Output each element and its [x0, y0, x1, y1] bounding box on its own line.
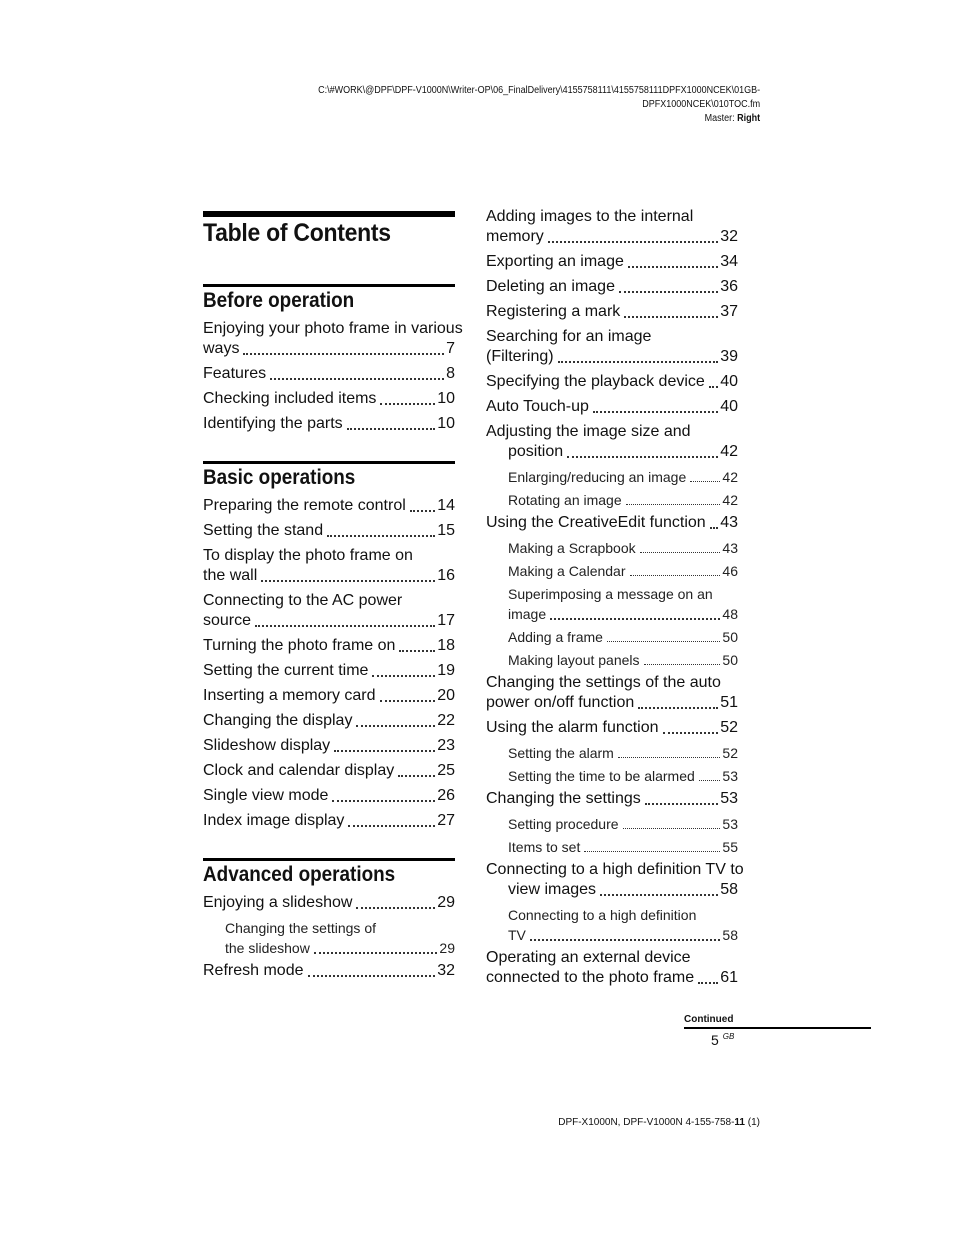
page-ref: 43	[722, 540, 738, 556]
page-ref: 40	[720, 373, 738, 390]
page-ref: 25	[437, 762, 455, 779]
file-path-header	[318, 84, 760, 126]
page-ref: 40	[720, 398, 738, 415]
title-rule	[203, 211, 455, 217]
toc-right-column	[486, 207, 744, 993]
page-ref: 17	[437, 612, 455, 629]
toc-entry[interactable]: Enjoying a slideshow 29	[203, 894, 455, 911]
toc-entry[interactable]: Adjusting the image size and position 42	[486, 423, 738, 460]
page-ref: 58	[720, 881, 738, 898]
page-ref: 32	[720, 228, 738, 245]
page-ref: 53	[722, 816, 738, 832]
toc-entry[interactable]: Connecting to the AC power source 17	[203, 592, 455, 629]
toc-entry[interactable]: Changing the settings 53	[486, 790, 738, 807]
toc-entry[interactable]: Operating an external device connected to the photo frame 61	[486, 949, 738, 986]
model-footer: DPF-X1000N, DPF-V1000N 4-155-758-11 (1)	[558, 1117, 760, 1128]
toc-entry[interactable]: Index image display 27	[203, 812, 455, 829]
page-ref: 51	[720, 694, 738, 711]
toc-entry[interactable]: Enjoying your photo frame in various ways 7	[203, 320, 463, 357]
toc-entry[interactable]: Preparing the remote control 14	[203, 497, 455, 514]
page-ref: 42	[722, 469, 738, 485]
page-ref: 58	[722, 927, 738, 943]
toc-subentry[interactable]: Making a Calendar 46	[508, 563, 738, 579]
page-ref: 19	[437, 662, 455, 679]
master-line: Master: Right	[704, 113, 760, 124]
toc-entry[interactable]: Changing the settings of the auto power on/off function 51	[486, 674, 738, 711]
toc-entry[interactable]: Features 8	[203, 365, 455, 382]
page-ref: 34	[720, 253, 738, 270]
toc-entry[interactable]: Connecting to a high definition TV to view images 58	[486, 861, 744, 898]
toc-left-column	[203, 211, 463, 986]
toc-subentry[interactable]: Making layout panels 50	[508, 652, 738, 668]
toc-entry[interactable]: Registering a mark 37	[486, 303, 738, 320]
toc-subentry[interactable]: Making a Scrapbook 43	[508, 540, 738, 556]
section-basic-operations	[203, 461, 455, 831]
toc-entry[interactable]: Using the alarm function 52	[486, 719, 738, 736]
toc-entry[interactable]: Slideshow display 23	[203, 737, 455, 754]
toc-subentry[interactable]: Enlarging/reducing an image 42	[508, 469, 738, 485]
page-ref: 32	[437, 962, 455, 979]
page-ref: 39	[720, 348, 738, 365]
toc-entry[interactable]: Inserting a memory card 20	[203, 687, 455, 704]
toc-subentry[interactable]: Setting procedure 53	[508, 816, 738, 832]
toc-subentry[interactable]: Connecting to a high definition TV 58	[508, 907, 738, 943]
section-title: Basic operations	[203, 466, 356, 489]
toc-entry[interactable]: Adding images to the internal memory 32	[486, 208, 738, 245]
page-lang: GB	[722, 1032, 735, 1041]
toc-entry[interactable]: Exporting an image 34	[486, 253, 738, 270]
page-ref: 61	[720, 969, 738, 986]
section-rule	[203, 284, 455, 287]
toc-entry[interactable]: Single view mode 26	[203, 787, 455, 804]
page-ref: 48	[722, 606, 738, 622]
continued-label: Continued	[684, 1014, 734, 1025]
toc-entry[interactable]: Turning the photo frame on 18	[203, 637, 455, 654]
section-rule	[203, 858, 455, 861]
page-ref: 14	[437, 497, 455, 514]
toc-entry[interactable]: Using the CreativeEdit function 43	[486, 514, 738, 531]
toc-entry[interactable]: Identifying the parts 10	[203, 415, 455, 432]
toc-entry[interactable]: Specifying the playback device 40	[486, 373, 738, 390]
toc-entry[interactable]: Refresh mode 32	[203, 962, 455, 979]
section-title: Before operation	[203, 289, 355, 312]
page-number: 5 $^{GB}$	[711, 1032, 735, 1048]
toc-subentry[interactable]: Changing the settings of the slideshow 29	[225, 920, 455, 956]
page-ref: 52	[720, 719, 738, 736]
page-ref: 10	[437, 415, 455, 432]
page-ref: 15	[437, 522, 455, 539]
page-ref: 53	[722, 768, 738, 784]
page-ref: 29	[439, 940, 455, 956]
page-ref: 55	[722, 839, 738, 855]
page-ref: 29	[437, 894, 455, 911]
page-ref: 7	[446, 340, 455, 357]
page-ref: 26	[437, 787, 455, 804]
page-ref: 23	[437, 737, 455, 754]
section-advanced-operations	[203, 858, 455, 981]
toc-entry[interactable]: Searching for an image (Filtering) 39	[486, 328, 738, 365]
page-ref: 10	[437, 390, 455, 407]
page-ref: 36	[720, 278, 738, 295]
toc-subentry[interactable]: Adding a frame 50	[508, 629, 738, 645]
page-ref: 53	[720, 790, 738, 807]
section-before-operation	[203, 284, 463, 434]
page-ref: 46	[722, 563, 738, 579]
toc-subentry[interactable]: Items to set 55	[508, 839, 738, 855]
toc-entry[interactable]: Clock and calendar display 25	[203, 762, 455, 779]
toc-entry[interactable]: To display the photo frame on the wall 16	[203, 547, 455, 584]
section-title: Advanced operations	[203, 863, 396, 886]
page-ref: 22	[437, 712, 455, 729]
toc-subentry[interactable]: Rotating an image 42	[508, 492, 738, 508]
toc-entry[interactable]: Changing the display 22	[203, 712, 455, 729]
page-ref: 52	[722, 745, 738, 761]
toc-entry[interactable]: Deleting an image 36	[486, 278, 738, 295]
toc-subentry[interactable]: Setting the alarm 52	[508, 745, 738, 761]
page-ref: 37	[720, 303, 738, 320]
toc-subentry[interactable]: Setting the time to be alarmed 53	[508, 768, 738, 784]
page-ref: 42	[722, 492, 738, 508]
page-ref: 8	[446, 365, 455, 382]
toc-subentry[interactable]: Superimposing a message on an image 48	[508, 586, 738, 622]
toc-entry[interactable]: Setting the current time 19	[203, 662, 455, 679]
toc-entry[interactable]: Setting the stand 15	[203, 522, 455, 539]
path-line-2: DPFX1000NCEK\010TOC.fm	[642, 99, 760, 110]
section-rule	[203, 461, 455, 464]
page-title: Table of Contents	[203, 219, 391, 247]
page-ref: 20	[437, 687, 455, 704]
toc-entry[interactable]: Checking included items 10	[203, 390, 455, 407]
page-ref: 50	[722, 652, 738, 668]
path-line-1: C:\#WORK\@DPF\DPF-V1000N\Writer-OP\06_FinalDelivery\4155758111\4155758111DPFX1000NCEK\01GB-	[317, 85, 760, 96]
continued-rule	[684, 1027, 871, 1029]
page-ref: 27	[437, 812, 455, 829]
page-ref: 50	[722, 629, 738, 645]
toc-entry[interactable]: Auto Touch-up 40	[486, 398, 738, 415]
page-ref: 18	[437, 637, 455, 654]
page-ref: 42	[720, 443, 738, 460]
page-ref: 43	[720, 514, 738, 531]
page-ref: 16	[437, 567, 455, 584]
